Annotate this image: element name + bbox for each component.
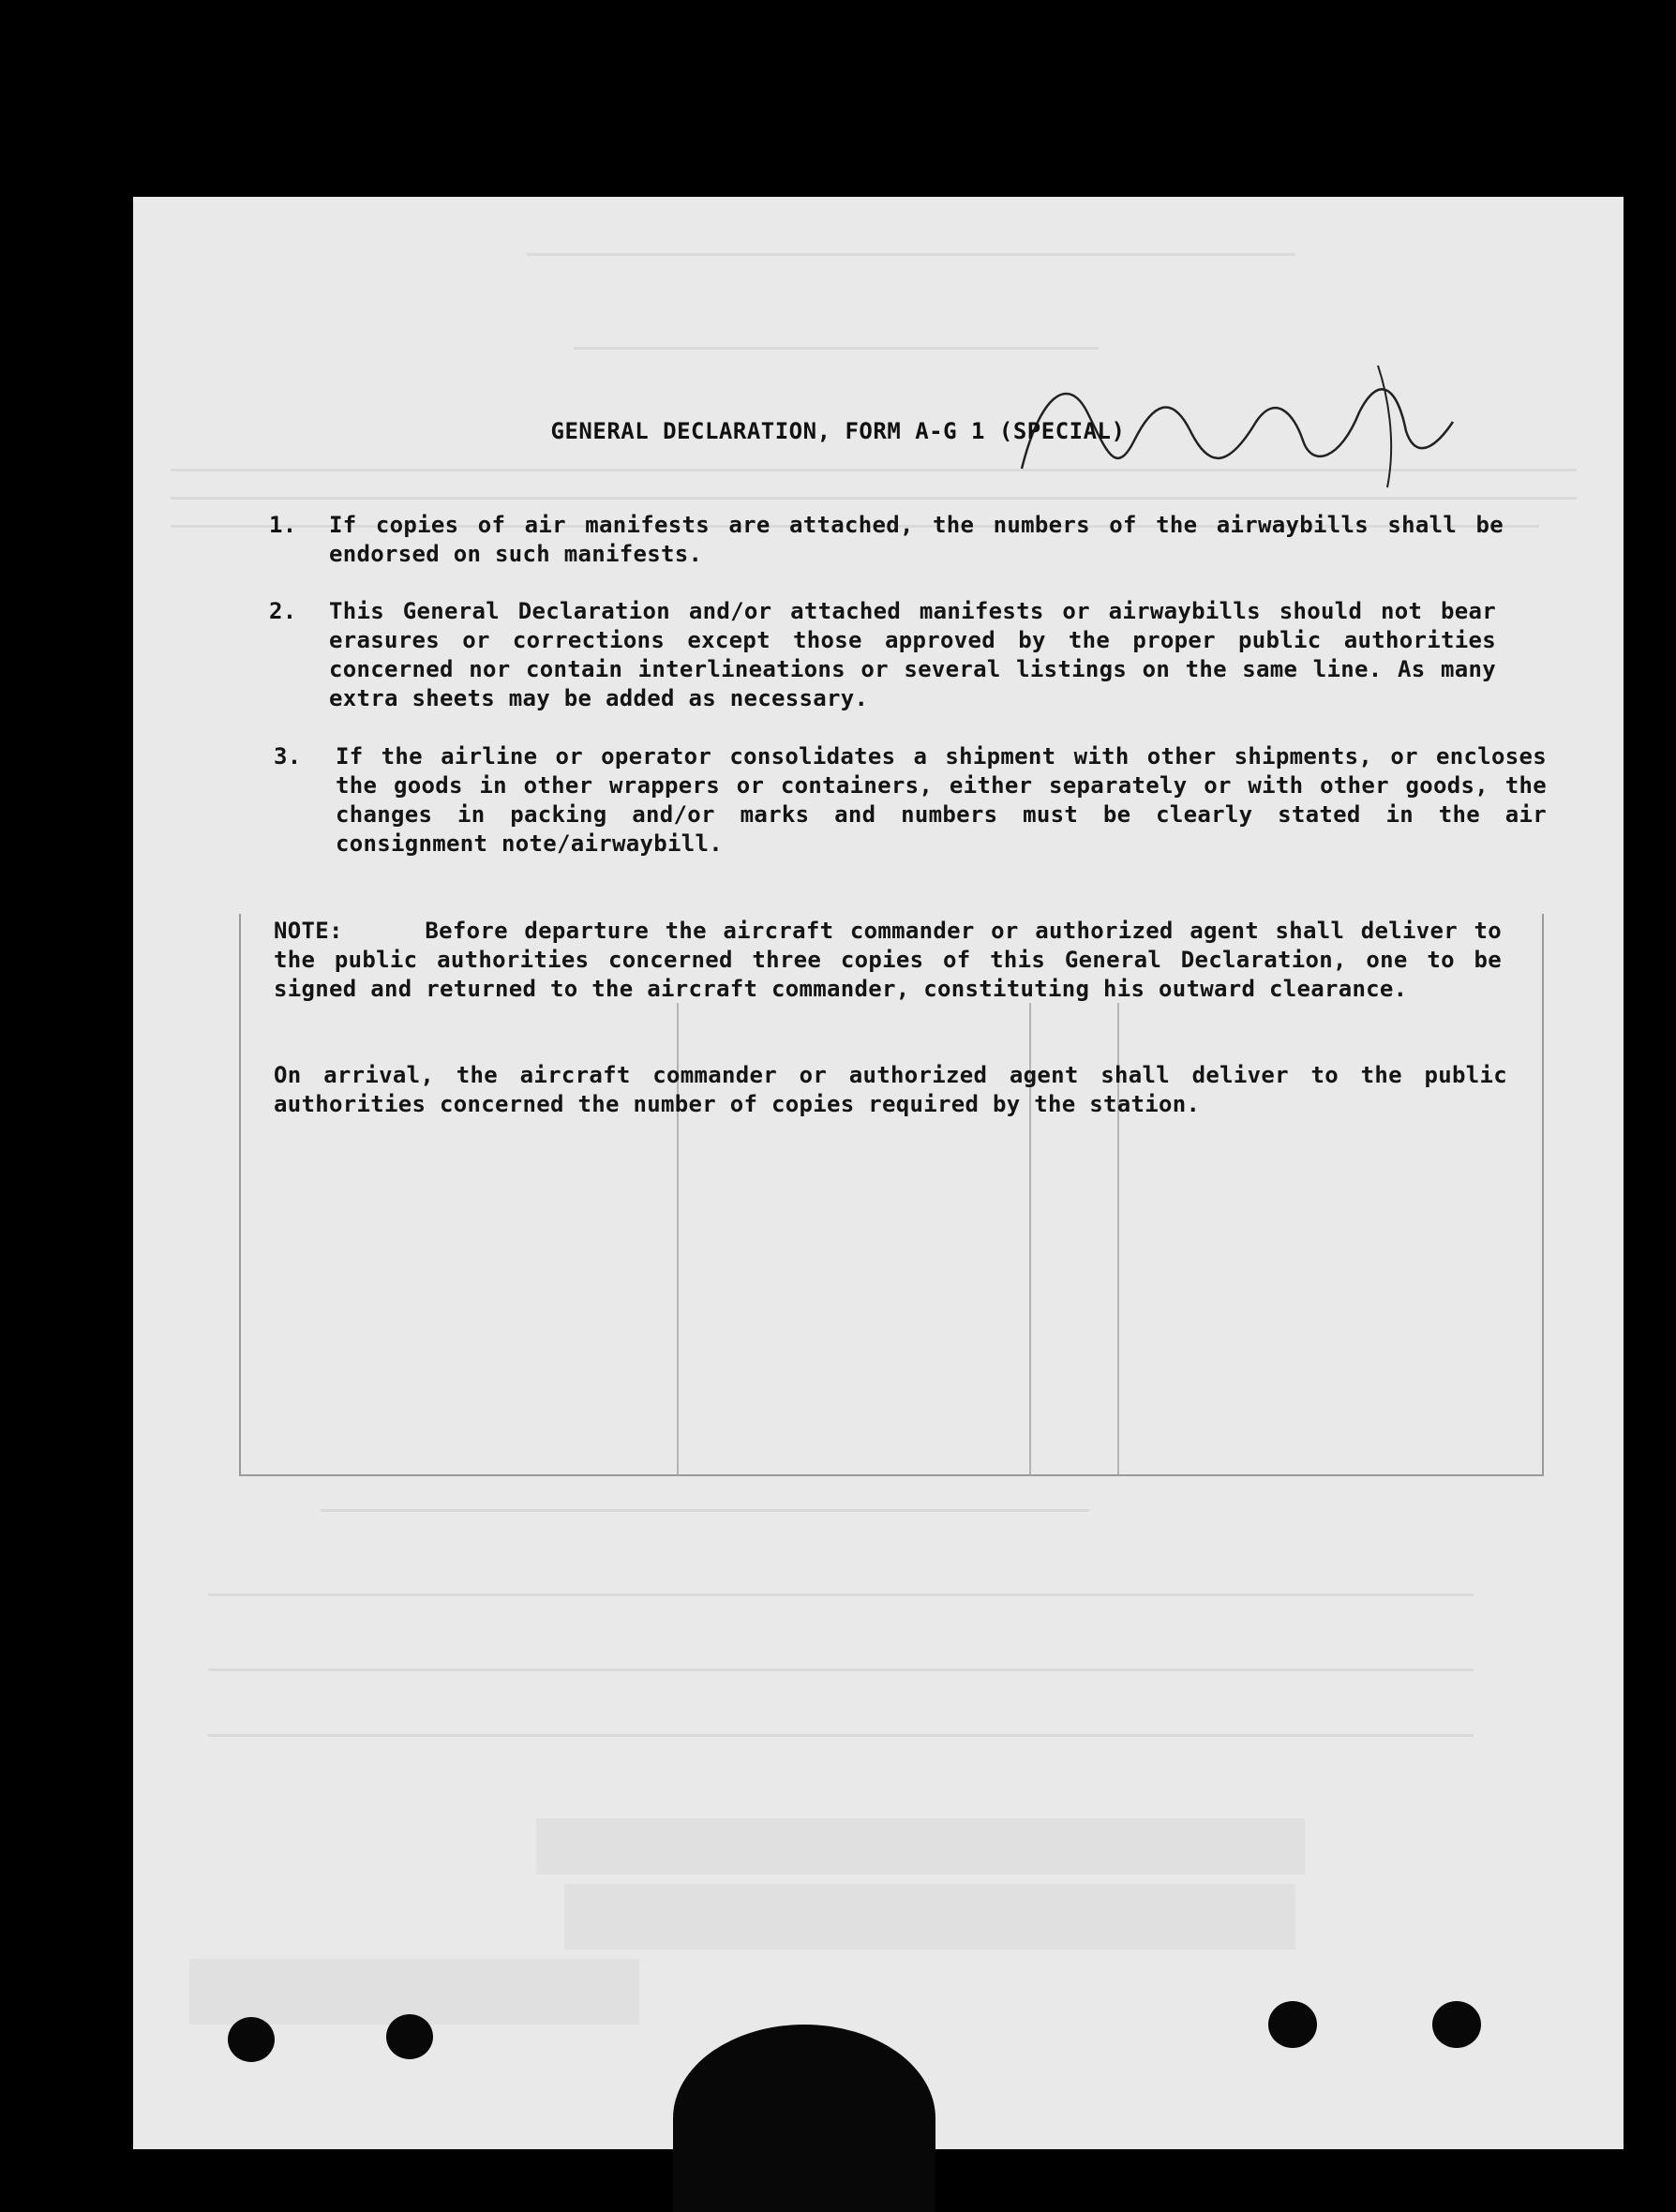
punch-hole (1432, 2001, 1481, 2048)
punch-hole (1268, 2001, 1317, 2048)
punch-hole (228, 2017, 275, 2062)
list-item (269, 597, 1516, 719)
note-text: Before departure the aircraft commander or authorized agent shall deliver to the public authorities concerned three copies of this General Declaration, one to be signed and returned to the aircraft commander, constituting his outward clearance. (274, 918, 1502, 1002)
list-item (274, 742, 1549, 864)
item-text: If copies of air manifests are attached, the numbers of the airwaybills shall be endorsed on such manifests. (329, 512, 1504, 567)
item-text: If the airline or operator consolidates a shipment with other shipments, or encloses the goods in other wrappers or containers, either separately or with other goods, the changes in packing and/or marks and numbers must be clearly stated in the air consignment note/airwaybill. (336, 743, 1547, 857)
item-number: 3. (274, 743, 302, 770)
item-number: 1. (269, 512, 297, 538)
note-label: NOTE: (274, 918, 343, 944)
page-title: GENERAL DECLARATION, FORM A-G 1 (SPECIAL) (550, 418, 1126, 444)
punch-hole (386, 2014, 433, 2059)
list-item (269, 511, 1516, 576)
arrival-paragraph: On arrival, the aircraft commander or authorized agent shall deliver to the public authorities concerned the number of copies required by the station. (274, 1062, 1507, 1117)
item-number: 2. (269, 598, 297, 624)
note-paragraph (274, 917, 1502, 1004)
item-text: This General Declaration and/or attached manifests or airwaybills should not bear erasures or corrections except those approved by the proper public authorities concerned nor contain interlineations or several listings on the same line. As many extra sheets may be added as necessary. (329, 598, 1496, 711)
binding-shadow (673, 2025, 935, 2212)
